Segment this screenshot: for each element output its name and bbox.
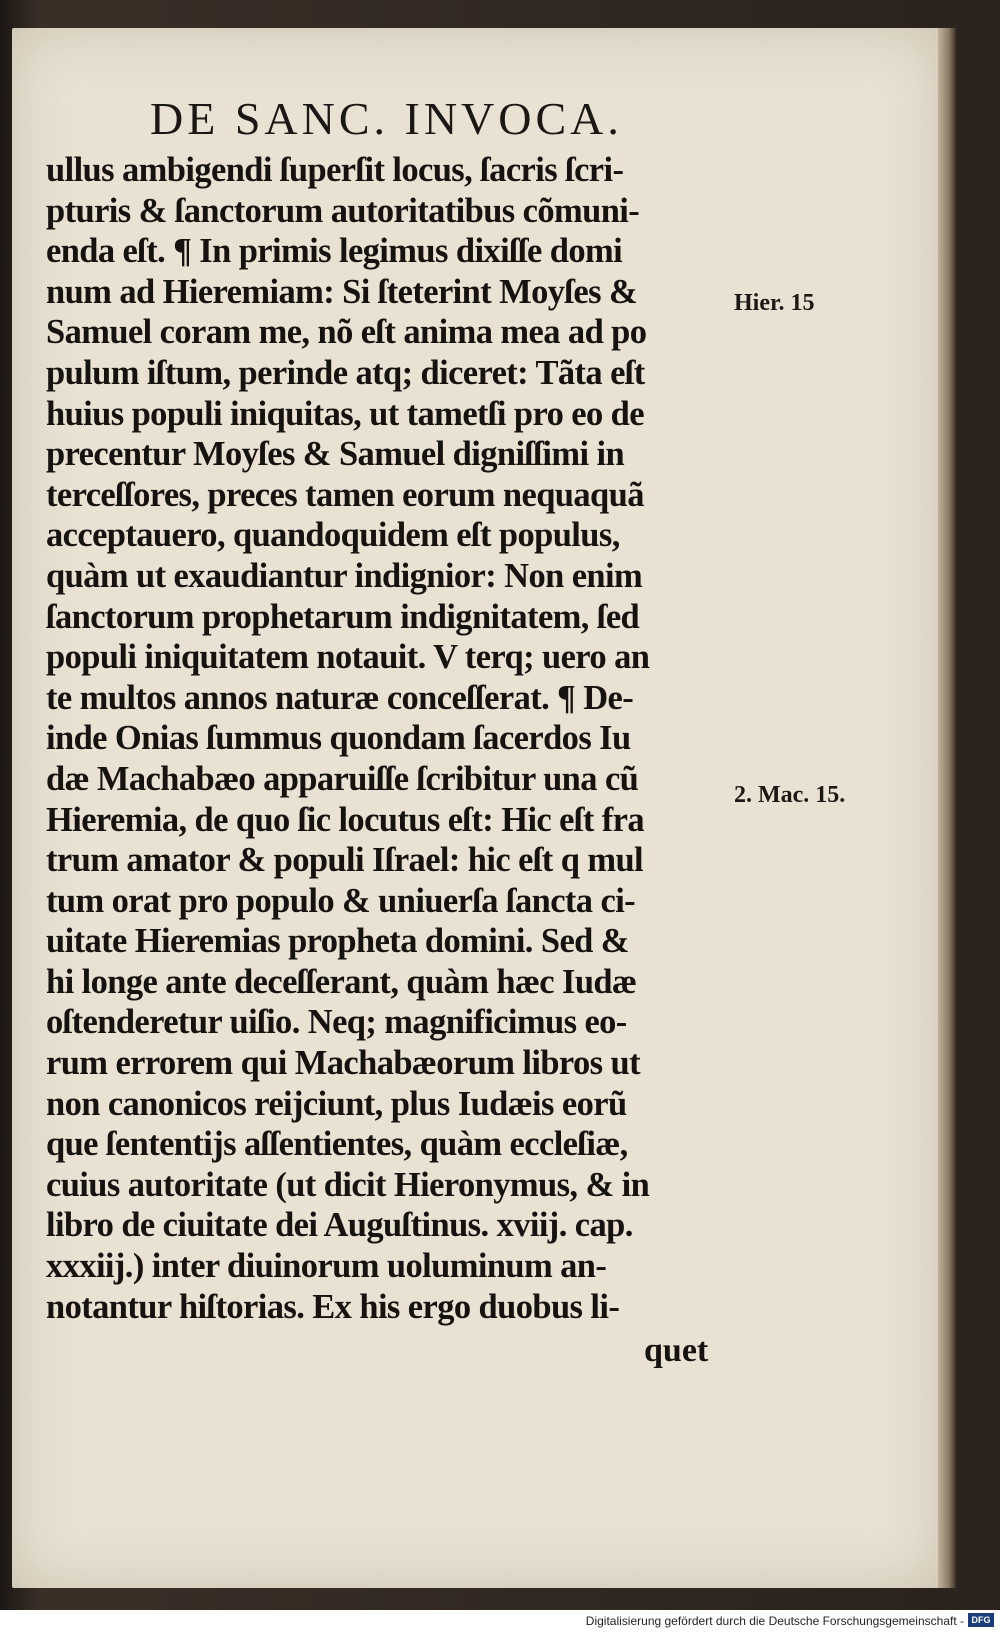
text-line: notantur hiſtorias. Ex his ergo duobus li- — [46, 1287, 620, 1326]
text-line: te multos annos naturæ conceſſerat. ¶ De- — [46, 678, 634, 717]
margin-note-mac: 2. Mac. 15. — [734, 782, 846, 808]
text-line: populi iniquitatem notauit. V terq; uero an — [46, 638, 650, 677]
text-line: dæ Machabæo apparuiſſe ſcribitur una cũ — [46, 759, 639, 798]
text-line: uitate Hieremias propheta domini. Sed & — [46, 922, 629, 961]
text-line: rum errorem qui Machabæorum libros ut — [46, 1044, 640, 1083]
text-line: non canonicos reijciunt, plus Iudæis eorũ — [46, 1084, 627, 1123]
text-line: trum amator & populi Iſrael: hic eſt q mul — [46, 841, 644, 880]
body-text — [46, 150, 726, 1327]
text-line: ſanctorum prophetarum indignitatem, ſed — [46, 597, 640, 636]
footer-credit: Digitalisierung gefördert durch die Deutsche Forschungsgemeinschaft - — [585, 1614, 964, 1628]
text-line: hi longe ante deceſſerant, quàm hæc Iudæ — [46, 962, 637, 1001]
text-line: terceſſores, preces tamen eorum nequaquã — [46, 475, 644, 514]
text-line: huius populi iniquitas, ut tametſi pro eo de — [46, 394, 644, 433]
page-edge — [938, 28, 956, 1588]
dfg-logo-icon: DFG — [968, 1613, 994, 1627]
text-line: num ad Hieremiam: Si ſteterint Moyſes & — [46, 272, 638, 311]
text-line: libro de ciuitate dei Auguſtinus. xviij. cap. — [46, 1206, 633, 1245]
text-line: tum orat pro populo & uniuerſa ſancta ci- — [46, 881, 636, 920]
text-line: Samuel coram me, nõ eſt anima mea ad po — [46, 313, 647, 352]
text-line: oſtenderetur uiſio. Neq; magnificimus eo- — [46, 1003, 627, 1042]
text-line: precentur Moyſes & Samuel digniſſimi in — [46, 435, 625, 474]
text-line: ullus ambigendi ſuperſit locus, ſacris ſcri- — [46, 151, 624, 189]
margin-note-hier: Hier. 15 — [734, 290, 815, 316]
text-line: pturis & ſanctorum autoritatibus cõmuni- — [46, 191, 640, 230]
text-line: pulum iſtum, perinde atq; diceret: Tãta eſt — [46, 353, 645, 392]
text-line: quàm ut exaudiantur indignior: Non enim — [46, 556, 643, 595]
text-line: inde Onias ſummus quondam ſacerdos Iu — [46, 719, 631, 758]
running-head: DE SANC. INVOCA. — [150, 93, 623, 144]
text-line: acceptauero, quandoquidem eſt populus, — [46, 516, 620, 555]
text-line: enda eſt. ¶ In primis legimus dixiſſe domi — [46, 232, 623, 271]
text-line: cuius autoritate (ut dicit Hieronymus, & in — [46, 1165, 650, 1204]
text-line: Hieremia, de quo ſic locutus eſt: Hic eſt fra — [46, 800, 645, 839]
text-line: xxxiij.) inter diuinorum uoluminum an- — [46, 1247, 607, 1286]
text-line: que ſententijs aſſentientes, quàm eccleſiæ, — [46, 1125, 628, 1164]
catchword: quet — [644, 1332, 709, 1369]
